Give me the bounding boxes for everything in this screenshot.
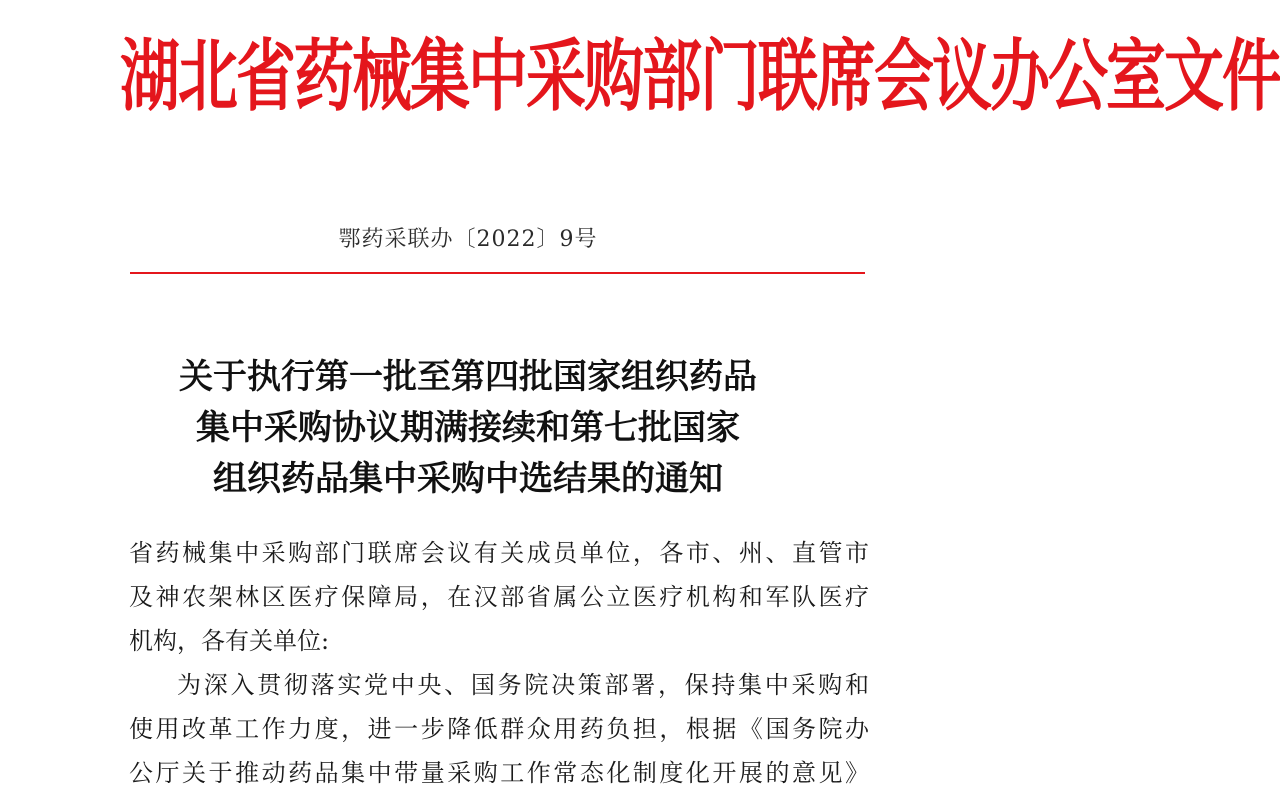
addressee-line: 及神农架林区医疗保障局，在汉部省属公立医疗机构和军队医疗 — [129, 583, 869, 611]
issuer-masthead: 湖北省药械集中采购部门联席会议办公室文件 — [120, 31, 1280, 123]
title-line: 关于执行第一批至第四批国家组织药品 — [179, 357, 757, 397]
document-number: 鄂药采联办〔2022〕9号 — [338, 227, 598, 252]
title-line: 组织药品集中采购中选结果的通知 — [213, 459, 723, 499]
addressee-line: 省药械集中采购部门联席会议有关成员单位，各市、州、直管市 — [129, 539, 869, 567]
paragraph-line: 为深入贯彻落实党中央、国务院决策部署，保持集中采购和 — [177, 671, 869, 699]
red-divider-line — [130, 272, 865, 274]
paragraph-line: 使用改革工作力度，进一步降低群众用药负担，根据《国务院办 — [129, 715, 869, 743]
notice-title — [0, 352, 936, 505]
title-line: 集中采购协议期满接续和第七批国家 — [196, 408, 740, 448]
notice-body — [129, 531, 869, 795]
paragraph-line: 公厅关于推动药品集中带量采购工作常态化制度化开展的意见》 — [129, 759, 869, 787]
addressee-line: 机构，各有关单位: — [129, 627, 330, 655]
